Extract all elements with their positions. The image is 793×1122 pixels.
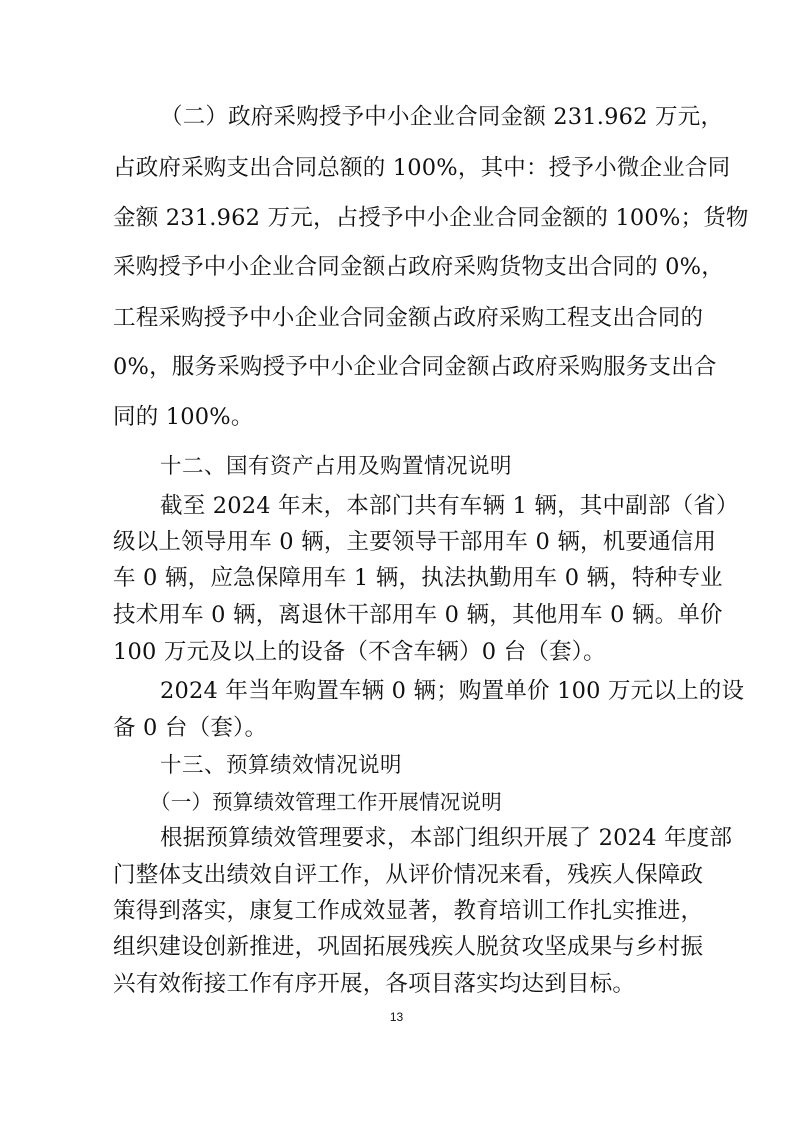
body-line: 车 0 辆，应急保障用车 1 辆，执法执勤用车 0 辆，特种专业: [113, 565, 723, 591]
body-line: 0%，服务采购授予中小企业合同金额占政府采购服务支出合: [113, 354, 717, 380]
body-line: 占政府采购支出合同总额的 100%，其中：授予小微企业合同: [113, 155, 731, 181]
body-line: （二）政府采购授予中小企业合同金额 231.962 万元，: [160, 104, 724, 130]
subsection-heading: （一）预算绩效管理工作开展情况说明: [150, 790, 502, 814]
body-line: 2024 年当年购置车辆 0 辆；购置单价 100 万元以上的设: [160, 678, 745, 704]
body-line: 门整体支出绩效自评工作，从评价情况来看，残疾人保障政: [113, 862, 704, 888]
body-line: 工程采购授予中小企业合同金额占政府采购工程支出合同的: [113, 305, 704, 331]
body-line: 金额 231.962 万元，占授予中小企业合同金额的 100%；货物: [113, 205, 749, 231]
section-heading: 十二、国有资产占用及购置情况说明: [160, 454, 513, 479]
body-line: 组织建设创新推进，巩固拓展残疾人脱贫攻坚成果与乡村振: [113, 934, 704, 960]
body-line: 技术用车 0 辆，离退休干部用车 0 辆，其他用车 0 辆。单价: [113, 602, 723, 628]
body-line: 采购授予中小企业合同金额占政府采购货物支出合同的 0%，: [113, 254, 724, 280]
body-line: 级以上领导用车 0 辆，主要领导干部用车 0 辆，机要通信用: [113, 529, 717, 555]
body-line: 根据预算绩效管理要求，本部门组织开展了 2024 年度部: [160, 825, 733, 851]
section-heading: 十三、预算绩效情况说明: [160, 753, 403, 778]
body-line: 兴有效衔接工作有序开展，各项目落实均达到目标。: [113, 971, 636, 997]
body-line: 备 0 台（套）。: [113, 715, 268, 741]
body-line: 同的 100%。: [113, 404, 254, 430]
body-line: 100 万元及以上的设备（不含车辆）0 台（套）。: [113, 639, 606, 665]
body-line: 截至 2024 年末，本部门共有车辆 1 辆，其中副部（省）: [160, 493, 739, 519]
body-line: 策得到落实，康复工作成效显著，教育培训工作扎实推进，: [113, 898, 704, 924]
page-number: 13: [389, 1010, 404, 1024]
